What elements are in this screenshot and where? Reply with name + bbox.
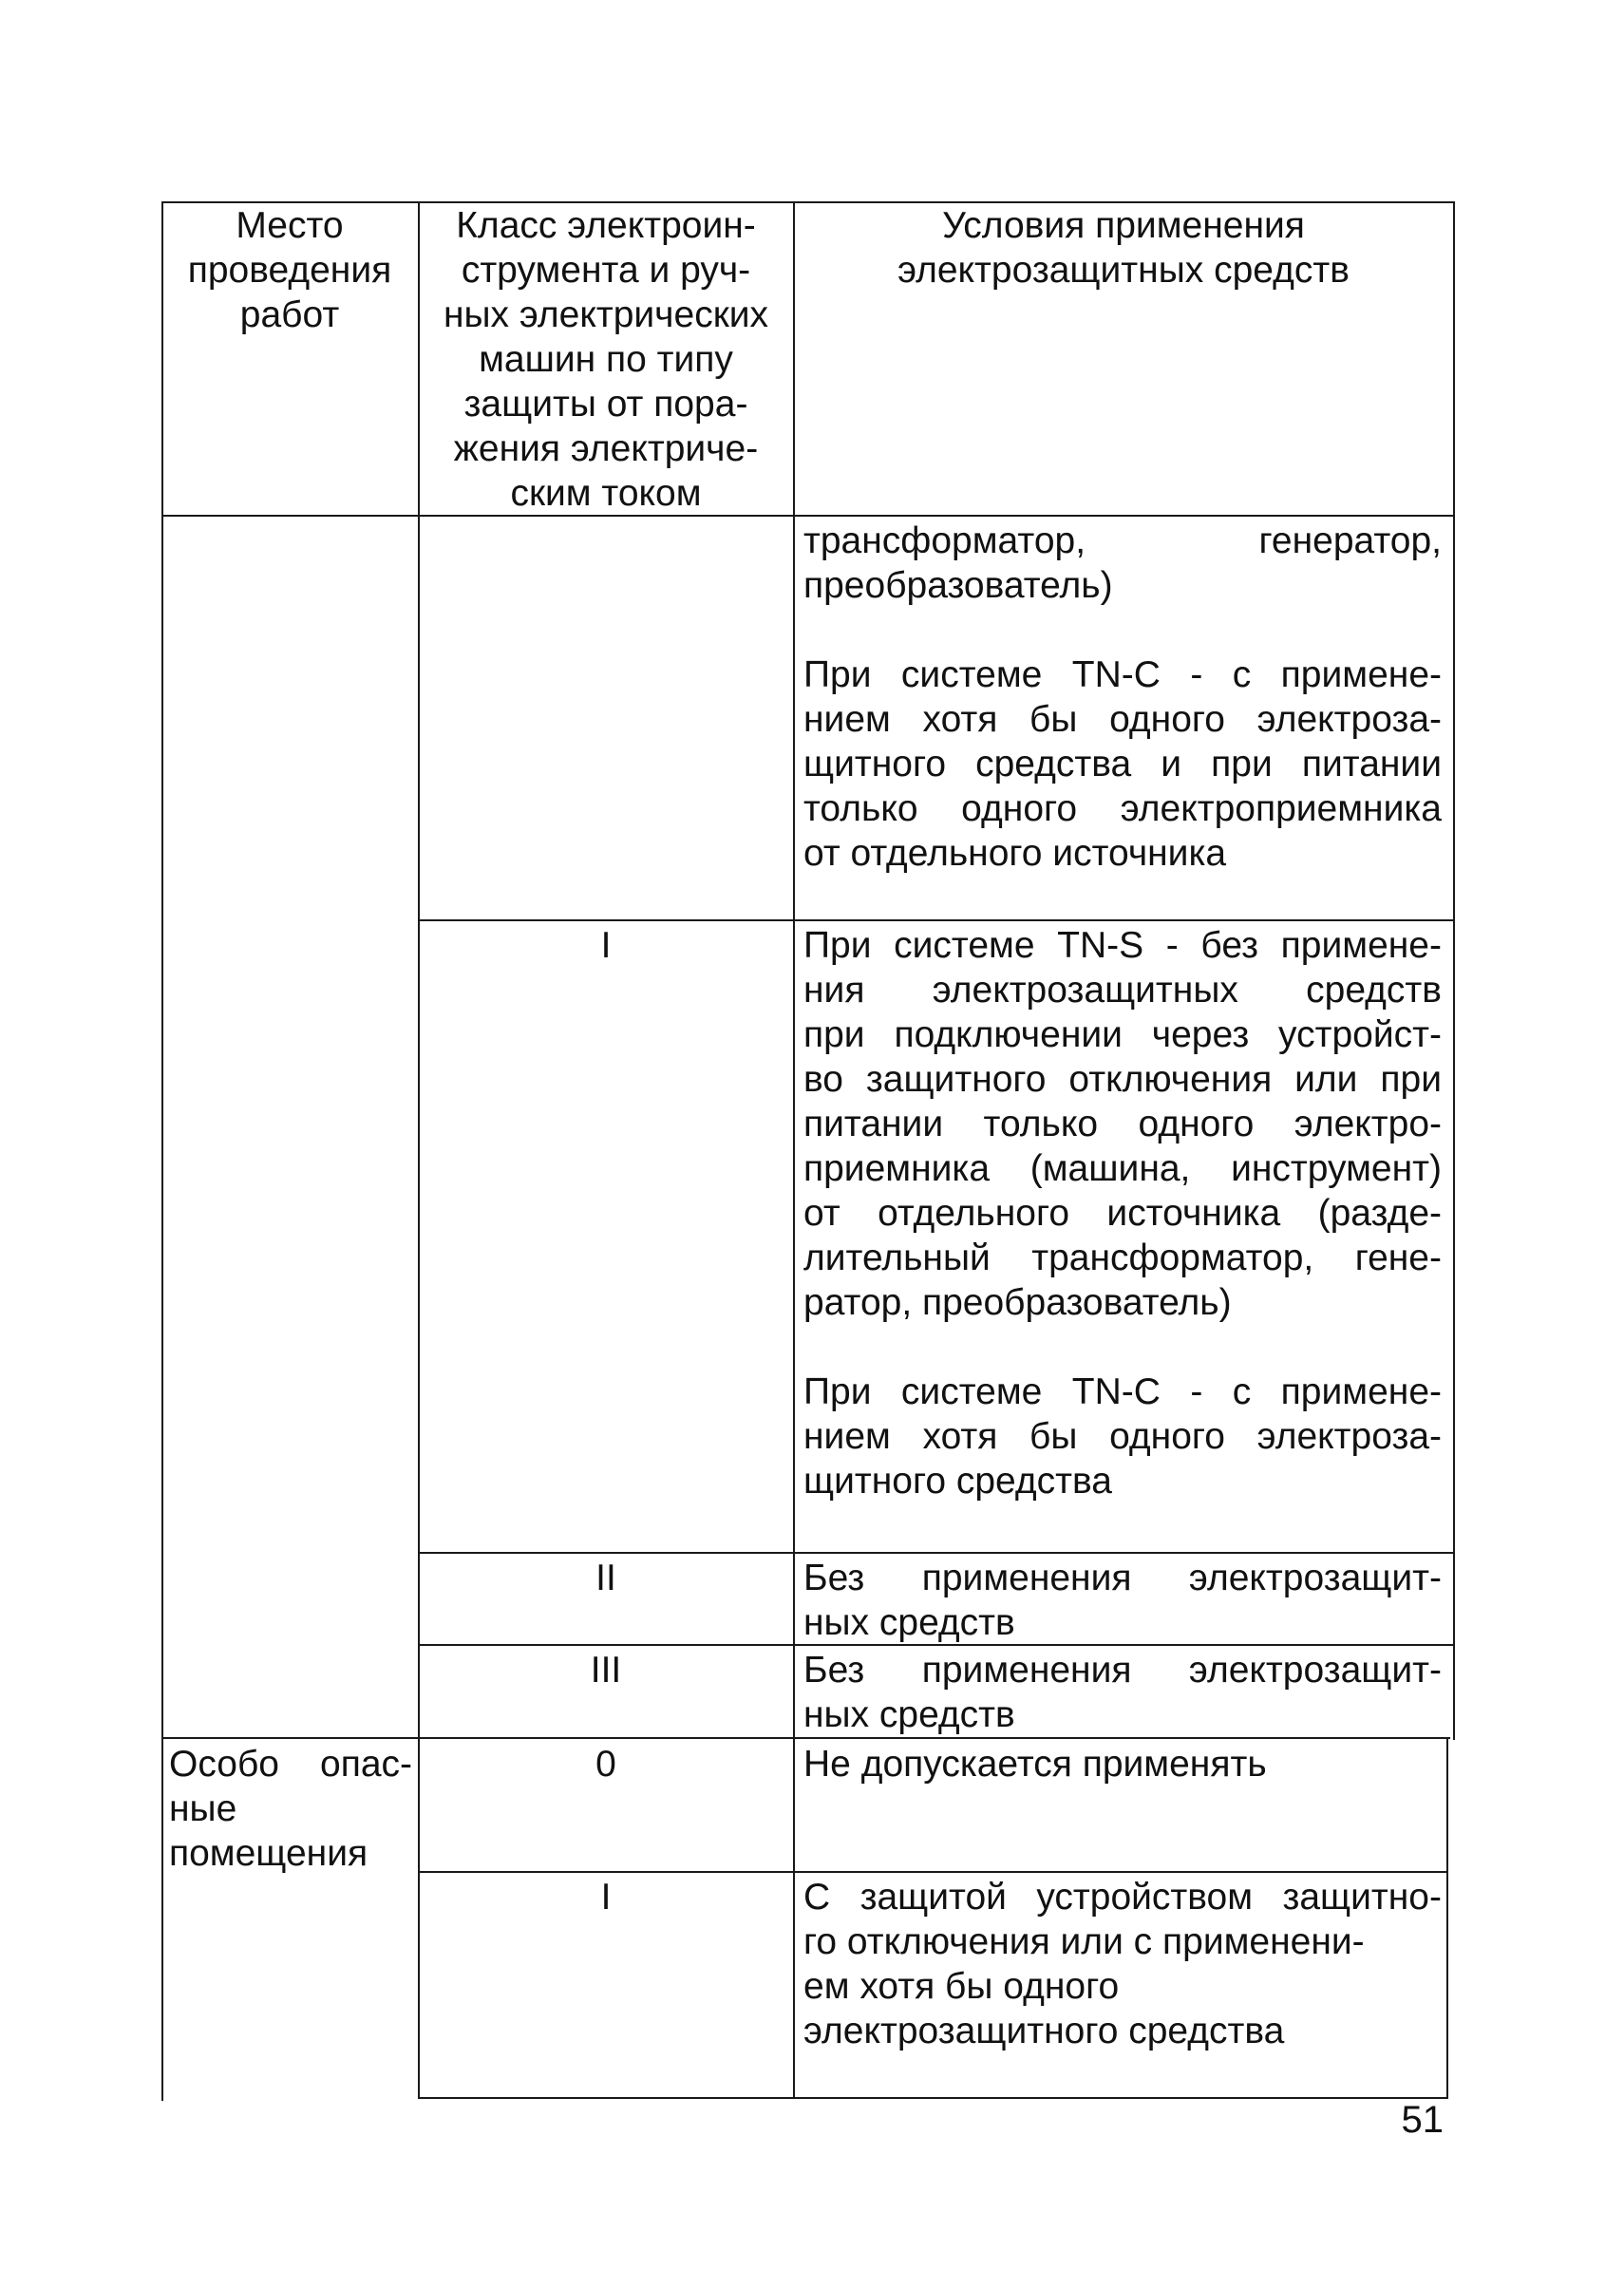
text-line: трансформатор, генератор, xyxy=(803,520,1442,561)
text-line: питании только одного электро- xyxy=(803,1104,1442,1144)
text-line: С защитой устройством защитно- xyxy=(803,1877,1442,1918)
text-line: ратор, преобразователь) xyxy=(803,1282,1232,1323)
text-line: электрозащитного средства xyxy=(803,2011,1285,2051)
page-number: 51 xyxy=(1401,2099,1444,2141)
text-line: от отдельного источника (разде- xyxy=(803,1193,1442,1234)
text-line: ния электрозащитных средств xyxy=(803,970,1442,1011)
row-4-conditions xyxy=(803,1648,1442,1737)
text-line: ных средств xyxy=(803,1602,1015,1643)
row-2-class: I xyxy=(600,925,612,966)
text-line: от отдельного источника xyxy=(803,833,1227,874)
text-line: при подключении через устройст- xyxy=(803,1014,1442,1055)
column-divider xyxy=(793,201,795,2099)
column-divider xyxy=(418,201,420,2099)
row-2-conditions xyxy=(803,923,1442,1503)
text-line: во защитного отключения или при xyxy=(803,1059,1442,1100)
row-6-class: I xyxy=(600,1877,612,1918)
header-conditions: Условия применения электрозащитных средств xyxy=(897,205,1350,291)
row-5-place xyxy=(169,1742,412,1876)
text-line: только одного электроприемника xyxy=(803,788,1442,829)
row-divider xyxy=(418,1871,1448,1873)
row-3-class: II xyxy=(595,1558,616,1598)
text-line: нием хотя бы одного электроза- xyxy=(803,699,1442,740)
text-line: ем хотя бы одного xyxy=(803,1966,1120,2007)
header-bottom-rule xyxy=(161,515,1455,517)
table-right-border xyxy=(1453,201,1455,1740)
row-4-class: III xyxy=(590,1650,622,1691)
row-3-conditions xyxy=(803,1556,1442,1645)
text-line: Без применения электрозащит- xyxy=(803,1650,1442,1691)
row-5-conditions: Не допускается применять xyxy=(803,1744,1267,1785)
text-line: щитного средства и при питании xyxy=(803,744,1442,784)
table-right-border xyxy=(1446,1737,1448,2099)
text-line: Особо опас- xyxy=(169,1744,412,1785)
header-place: Место проведения работ xyxy=(187,205,392,335)
text-line: нием хотя бы одного электроза- xyxy=(803,1416,1442,1457)
text-line: При системе TN-C - с примене- xyxy=(803,1371,1442,1412)
text-line: При системе TN-S - без примене- xyxy=(803,925,1442,966)
row-5-class: 0 xyxy=(595,1744,616,1785)
text-line: щитного средства xyxy=(803,1461,1112,1502)
text-line: Без применения электрозащит- xyxy=(803,1558,1442,1598)
row-divider xyxy=(418,919,1455,921)
text-line: При системе TN-C - с примене- xyxy=(803,654,1442,695)
text-line: го отключения или с применени- xyxy=(803,1921,1365,1962)
row-divider xyxy=(161,1737,1450,1739)
row-divider xyxy=(418,1552,1455,1554)
header-class: Класс электроин- струмента и руч- ных электрических машин по типу защиты от пора- жения электриче- ским током xyxy=(443,205,769,514)
text-line: ных средств xyxy=(803,1694,1015,1735)
text-line: помещения xyxy=(169,1833,368,1874)
row-6-conditions xyxy=(803,1875,1442,2053)
text-line: ные xyxy=(169,1788,237,1829)
table-left-border xyxy=(161,201,163,2101)
text-line: лительный трансформатор, гене- xyxy=(803,1238,1442,1278)
table-bottom-rule xyxy=(418,2097,1448,2099)
row-1-conditions xyxy=(803,519,1442,876)
text-line: приемника (машина, инструмент) xyxy=(803,1148,1442,1189)
text-line: преобразователь) xyxy=(803,565,1113,606)
